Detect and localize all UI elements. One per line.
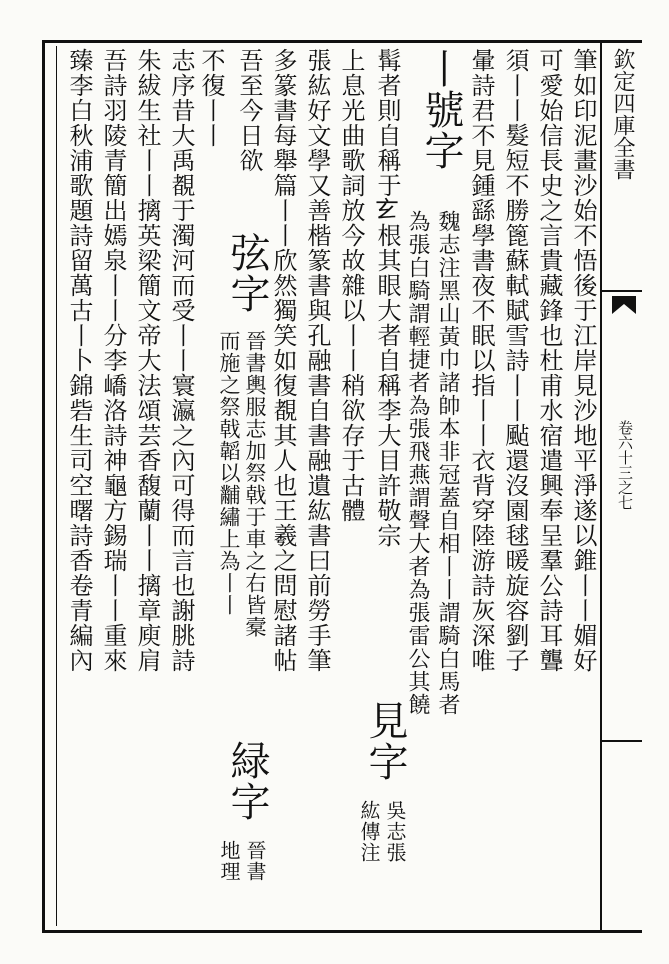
jian-commentary-left: 紘傳注 xyxy=(357,800,381,863)
text-column-15: 臻李白秋浦歌題詩留萬古丨卜錦砦生司空曙詩香卷青編內 xyxy=(65,48,93,673)
fishtail-mark-icon xyxy=(612,296,636,314)
margin-volume-label: 卷六十三之七 xyxy=(616,420,634,510)
text-column-11: 不復丨丨 xyxy=(197,48,225,148)
text-column-3: 須丨丨髮短不勝篦蘇軾賦雪詩丨丨颭還沒園毬暖旋容劉子 xyxy=(501,48,529,673)
hao-commentary-right: 魏志注黑山黃巾諸帥本非冠蓋自相丨丨謂騎白馬者 xyxy=(435,210,460,716)
heading-hao-zi: 丨號字 xyxy=(418,48,464,171)
text-column-14: 吾詩羽陵青簡出嫣泉丨丨分李嶠洛詩神龜方錫瑞丨丨重來 xyxy=(99,48,127,673)
lu-commentary-left: 地理 xyxy=(217,840,241,882)
margin-divider-rule xyxy=(600,40,602,933)
frame-top-rule xyxy=(42,40,642,43)
margin-mid-rule xyxy=(602,290,642,292)
margin-book-title: 欽定四庫全書 xyxy=(610,48,635,180)
heading-jian-zi: 見字 xyxy=(362,700,408,782)
text-column-4: 暈詩君不見鍾繇學書夜不眠以指丨丨衣背穿陸游詩灰深唯 xyxy=(467,48,495,673)
hu-commentary-right: 晉書輿服志加祭戟于車之右皆槖 xyxy=(243,330,267,638)
heading-lu-zi: 緑字 xyxy=(224,740,270,822)
jian-commentary-right: 吳志張 xyxy=(383,800,407,863)
heading-hu-zi: 弦字 xyxy=(224,232,270,314)
text-column-12: 志序昔大禹覩于濁河而受丨丨寰瀛之內可得而言也謝朓詩 xyxy=(167,48,195,673)
text-column-13: 朱紱生社丨丨摛英梁簡文帝大法頌芸香馥蘭丨丨摛章庾肩 xyxy=(133,48,161,673)
hu-commentary-left: 而施之祭戟韜以黼繡上為丨丨 xyxy=(217,330,241,616)
frame-bottom-rule xyxy=(42,930,642,933)
hao-commentary-left: 為張白騎謂輕捷者為張飛燕謂聲大者為張雷公其饒 xyxy=(405,210,430,716)
text-column-7: 上息光曲歌詞放今故雜以丨丨稍欲存于古體 xyxy=(337,48,365,523)
frame-left-rule xyxy=(42,40,45,933)
text-column-8: 張紘好文學又善楷篆書與孔融書自書融遺紘書曰前勞手筆 xyxy=(303,48,331,673)
text-column-10: 吾至今日欲 xyxy=(235,48,263,173)
margin-low-rule xyxy=(602,740,642,742)
text-column-2: 可愛始信長史之言貴藏鋒也杜甫水宿遣興奉呈羣公詩耳聾 xyxy=(535,48,563,673)
lu-commentary-right: 晉書 xyxy=(243,840,267,882)
text-column-9: 多篆書每舉篇丨丨欣然獨笑如復覩其人也王羲之問慰諸帖 xyxy=(269,48,297,673)
text-column-6: 髯者則自稱于𤣥根其眼大者自稱李大目許敬宗 xyxy=(373,48,401,548)
frame-left-inner-rule xyxy=(56,46,57,926)
text-column-1: 筆如印泥畫沙始不悟後于江岸見沙地平淨遂以錐丨丨媚好 xyxy=(569,48,597,673)
